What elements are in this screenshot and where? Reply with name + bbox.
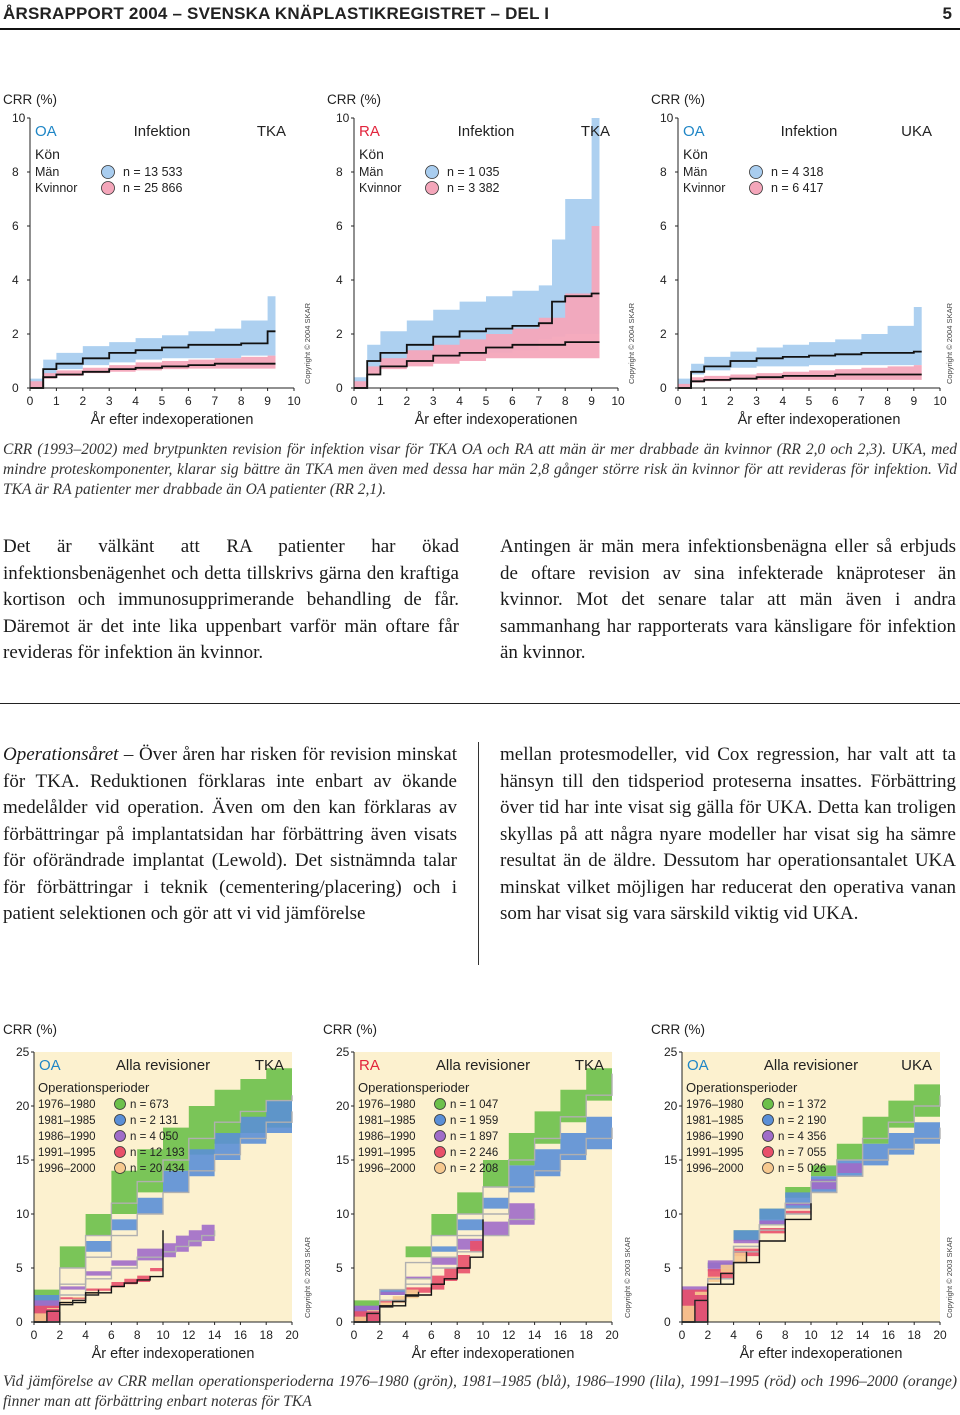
x-tick-label: 14 — [207, 1328, 222, 1342]
paragraph-ra-infection: Det är välkänt att RA patienter har ökad infektionsbenägenhet och detta tillskrivs gärna den kraftiga kortison och immunosupprimerande behandling de får. Däremot är det inte lika uppenbart varför män oftare får revideras för infektion än kvinnor. — [3, 536, 459, 663]
y-tick-label: 15 — [16, 1153, 30, 1167]
x-tick-label: 0 — [350, 394, 358, 408]
legend-swatch — [435, 1163, 446, 1174]
x-tick-label: 0 — [674, 394, 682, 408]
legend-swatch — [763, 1131, 774, 1142]
legend-label: 1981–1985 — [38, 1115, 96, 1127]
legend-label: 1986–1990 — [38, 1131, 96, 1143]
legend-swatch — [426, 182, 439, 195]
legend-swatch — [115, 1131, 126, 1142]
legend-label: 1986–1990 — [358, 1131, 416, 1143]
x-tick-label: 9 — [264, 394, 271, 408]
x-tick-label: 5 — [158, 394, 166, 408]
figure-caption-top: CRR (1993–2002) med brytpunkten revision för infektion visar för TKA OA och RA att män är mer drabbade än kvinnor (RR 2,0 och 2,3). UKA, med mindre proteskomponenter, klarar sig bättre än TKA men även med dessa har män 2,8 gånger större risk än kvinnor för att revideras för infektion. Vid TKA är RA patienter mer drabbade än OA patienter (RR 2,1). — [3, 441, 957, 498]
chart-title: Alla revisioner — [763, 1057, 859, 1074]
legend-title: Kön — [683, 146, 708, 162]
y-tick-label: 4 — [12, 273, 19, 287]
x-tick-label: 8 — [781, 1328, 789, 1342]
copyright-note: Copyright © 2003 SKAR — [945, 1237, 954, 1318]
x-tick-label: 4 — [779, 394, 787, 408]
x-tick-label: 10 — [611, 394, 625, 408]
legend-label: Män — [359, 165, 384, 179]
legend-label: 1981–1985 — [358, 1115, 416, 1127]
legend-title: Operationsperioder — [358, 1080, 470, 1095]
legend-swatch — [435, 1115, 446, 1126]
legend-swatch — [115, 1115, 126, 1126]
diagnosis-label: OA — [39, 1057, 61, 1074]
x-tick-label: 2 — [79, 394, 87, 408]
y-tick-label: 8 — [336, 165, 343, 179]
y-tick-label: 10 — [664, 1207, 678, 1221]
y-tick-label: 20 — [664, 1099, 678, 1113]
chart-top-oa-tka — [0, 88, 318, 428]
chart-title: Infektion — [133, 123, 191, 140]
copyright-note: Copyright © 2003 SKAR — [623, 1237, 632, 1318]
x-tick-label: 7 — [211, 394, 219, 408]
x-tick-label: 6 — [831, 394, 839, 408]
legend-swatch — [102, 182, 115, 195]
legend-label: 1991–1995 — [358, 1147, 416, 1159]
legend-count: n = 7 055 — [778, 1147, 827, 1159]
legend-swatch — [763, 1163, 774, 1174]
chart-title: Infektion — [457, 123, 515, 140]
x-tick-label: 0 — [678, 1328, 686, 1342]
page-header — [0, 0, 960, 30]
chart-title: Alla revisioner — [435, 1057, 531, 1074]
legend-swatch — [750, 182, 763, 195]
paragraph-operation-year — [3, 742, 457, 928]
legend-count: n = 673 — [130, 1099, 169, 1111]
prosthesis-label: UKA — [901, 1057, 932, 1074]
x-tick-label: 2 — [727, 394, 734, 408]
x-tick-label: 7 — [535, 394, 543, 408]
x-tick-label: 9 — [588, 394, 595, 408]
y-tick-label: 0 — [336, 1315, 343, 1329]
section-divider — [0, 703, 960, 704]
legend-count: n = 4 318 — [771, 165, 824, 179]
y-tick-label: 5 — [336, 1261, 343, 1275]
legend-count: n = 2 246 — [450, 1147, 499, 1159]
x-tick-label: 14 — [527, 1328, 542, 1342]
x-tick-label: 8 — [561, 394, 569, 408]
x-tick-label: 2 — [56, 1328, 64, 1342]
legend-label: 1976–1980 — [358, 1099, 416, 1111]
legend-count: n = 1 959 — [450, 1115, 499, 1127]
chart-top-ra-tka — [324, 88, 642, 428]
x-axis-label: År efter indexoperationen — [739, 1346, 903, 1362]
legend-count: n = 1 897 — [450, 1131, 499, 1143]
legend-count: n = 1 035 — [447, 165, 500, 179]
y-tick-label: 0 — [12, 381, 19, 395]
y-tick-label: 25 — [664, 1045, 678, 1059]
x-tick-label: 10 — [156, 1328, 170, 1342]
x-tick-label: 2 — [704, 1328, 712, 1342]
legend-count: n = 1 047 — [450, 1099, 499, 1111]
legend-count: n = 1 372 — [778, 1099, 827, 1111]
x-axis-label: År efter indexoperationen — [90, 412, 254, 428]
legend-title: Kön — [359, 146, 384, 162]
legend-label: 1991–1995 — [38, 1147, 96, 1159]
legend-title: Operationsperioder — [38, 1080, 150, 1095]
y-tick-label: 25 — [16, 1045, 30, 1059]
prosthesis-label: TKA — [256, 123, 286, 140]
x-tick-label: 12 — [182, 1328, 196, 1342]
legend-label: Kvinnor — [359, 181, 402, 195]
x-tick-label: 1 — [700, 394, 708, 408]
x-tick-label: 6 — [509, 394, 516, 408]
y-axis-label: CRR (%) — [651, 92, 705, 107]
x-tick-label: 3 — [753, 394, 760, 408]
y-tick-label: 10 — [12, 111, 26, 125]
page-number: 5 — [942, 4, 952, 23]
x-tick-label: 20 — [605, 1328, 619, 1342]
legend-count: n = 2 208 — [450, 1163, 499, 1175]
legend-swatch — [115, 1147, 126, 1158]
x-axis-label: År efter indexoperationen — [91, 1346, 255, 1362]
prosthesis-label: TKA — [574, 1057, 604, 1074]
y-tick-label: 5 — [664, 1261, 671, 1275]
legend-label: Män — [35, 165, 60, 179]
legend-swatch — [115, 1099, 126, 1110]
legend-swatch — [115, 1163, 126, 1174]
x-axis-label: År efter indexoperationen — [737, 412, 901, 428]
x-tick-label: 4 — [402, 1328, 409, 1342]
chart-bottom-oa-tka — [0, 1018, 318, 1368]
y-tick-label: 0 — [660, 381, 667, 395]
y-axis-label: CRR (%) — [3, 92, 57, 107]
y-tick-label: 4 — [660, 273, 667, 287]
report-title: ÅRSRAPPORT 2004 – SVENSKA KNÄPLASTIKREGISTRET – DEL I — [3, 4, 550, 23]
prosthesis-label: UKA — [901, 123, 932, 140]
legend-swatch — [102, 166, 115, 179]
x-tick-label: 4 — [132, 394, 139, 408]
legend-count: n = 20 434 — [130, 1163, 185, 1175]
x-tick-label: 2 — [376, 1328, 384, 1342]
x-tick-label: 4 — [456, 394, 463, 408]
y-tick-label: 8 — [12, 165, 19, 179]
legend-swatch — [763, 1115, 774, 1126]
x-tick-label: 14 — [855, 1328, 870, 1342]
x-tick-label: 6 — [756, 1328, 763, 1342]
legend-label: Kvinnor — [35, 181, 78, 195]
x-tick-label: 20 — [285, 1328, 299, 1342]
legend-swatch — [435, 1147, 446, 1158]
legend-label: 1976–1980 — [38, 1099, 96, 1111]
y-tick-label: 15 — [336, 1153, 350, 1167]
header-divider — [0, 28, 960, 30]
x-axis-label: År efter indexoperationen — [414, 412, 578, 428]
legend-swatch — [763, 1147, 774, 1158]
x-tick-label: 0 — [30, 1328, 38, 1342]
x-tick-label: 20 — [933, 1328, 947, 1342]
y-tick-label: 4 — [336, 273, 343, 287]
y-tick-label: 10 — [16, 1207, 30, 1221]
legend-count: n = 4 050 — [130, 1131, 179, 1143]
legend-count: n = 25 866 — [123, 181, 183, 195]
legend-swatch — [426, 166, 439, 179]
legend-label: Kvinnor — [683, 181, 726, 195]
x-tick-label: 10 — [287, 394, 301, 408]
y-axis-label: CRR (%) — [651, 1022, 705, 1037]
x-tick-label: 1 — [377, 394, 384, 408]
prosthesis-label: TKA — [254, 1057, 284, 1074]
copyright-note: Copyright © 2004 SKAR — [627, 303, 636, 384]
legend-count: n = 3 382 — [447, 181, 500, 195]
x-tick-label: 5 — [805, 394, 813, 408]
x-tick-label: 16 — [881, 1328, 896, 1342]
y-tick-label: 8 — [660, 165, 667, 179]
legend-swatch — [750, 166, 763, 179]
legend-label: 1996–2000 — [686, 1163, 744, 1175]
x-tick-label: 6 — [185, 394, 192, 408]
x-tick-label: 4 — [730, 1328, 737, 1342]
legend-count: n = 2 190 — [778, 1115, 827, 1127]
x-tick-label: 6 — [428, 1328, 435, 1342]
legend-count: n = 5 026 — [778, 1163, 827, 1175]
x-tick-label: 8 — [237, 394, 245, 408]
y-tick-label: 10 — [336, 1207, 350, 1221]
legend-label: 1996–2000 — [358, 1163, 416, 1175]
y-tick-label: 6 — [660, 219, 667, 233]
paragraph-men-infection: Antingen är män mera infektionsbenägna eller så erbjuds de oftare revision av sina infekterade knäproteser än kvinnor. Mot det senare talar att män även i andra sammanhang har rapporterats vara känsligare för infektion än kvinnor. — [500, 536, 956, 663]
y-tick-label: 20 — [336, 1099, 350, 1113]
y-tick-label: 0 — [664, 1315, 671, 1329]
x-tick-label: 3 — [105, 394, 113, 408]
x-tick-label: 1 — [53, 394, 60, 408]
y-tick-label: 0 — [16, 1315, 23, 1329]
x-tick-label: 7 — [858, 394, 865, 408]
y-tick-label: 0 — [336, 381, 343, 395]
y-axis-label: CRR (%) — [3, 1022, 57, 1037]
legend-label: 1981–1985 — [686, 1115, 744, 1127]
y-tick-label: 6 — [336, 219, 343, 233]
y-tick-label: 20 — [16, 1099, 30, 1113]
x-tick-label: 18 — [259, 1328, 273, 1342]
x-tick-label: 4 — [82, 1328, 89, 1342]
x-tick-label: 5 — [482, 394, 490, 408]
copyright-note: Copyright © 2004 SKAR — [303, 303, 312, 384]
legend-label: Män — [683, 165, 708, 179]
y-axis-label: CRR (%) — [327, 92, 381, 107]
legend-count: n = 13 533 — [123, 165, 183, 179]
x-tick-label: 12 — [830, 1328, 844, 1342]
x-tick-label: 16 — [553, 1328, 568, 1342]
x-tick-label: 6 — [108, 1328, 115, 1342]
y-axis-label: CRR (%) — [323, 1022, 377, 1037]
chart-top-oa-uka — [648, 88, 960, 428]
diagnosis-label: RA — [359, 123, 380, 140]
x-tick-label: 3 — [429, 394, 437, 408]
x-tick-label: 10 — [933, 394, 947, 408]
legend-title: Kön — [35, 146, 60, 162]
x-tick-label: 2 — [403, 394, 411, 408]
y-tick-label: 10 — [336, 111, 350, 125]
legend-count: n = 12 193 — [130, 1147, 185, 1159]
chart-bottom-ra-tka — [320, 1018, 638, 1368]
x-tick-label: 9 — [910, 394, 918, 408]
y-tick-label: 2 — [12, 327, 19, 341]
prosthesis-label: TKA — [580, 123, 610, 140]
y-tick-label: 15 — [664, 1153, 678, 1167]
diagnosis-label: OA — [35, 123, 57, 140]
legend-label: 1991–1995 — [686, 1147, 744, 1159]
legend-swatch — [763, 1099, 774, 1110]
copyright-note: Copyright © 2004 SKAR — [945, 303, 954, 384]
legend-title: Operationsperioder — [686, 1080, 798, 1095]
diagnosis-label: OA — [687, 1057, 709, 1074]
x-tick-label: 18 — [907, 1328, 921, 1342]
chart-title: Alla revisioner — [115, 1057, 211, 1074]
y-tick-label: 25 — [336, 1045, 350, 1059]
legend-label: 1986–1990 — [686, 1131, 744, 1143]
legend-swatch — [435, 1099, 446, 1110]
chart-title: Infektion — [780, 123, 838, 140]
y-tick-label: 10 — [660, 111, 674, 125]
legend-count: n = 2 131 — [130, 1115, 179, 1127]
y-tick-label: 2 — [660, 327, 667, 341]
diagnosis-label: RA — [359, 1057, 380, 1074]
x-tick-label: 0 — [26, 394, 34, 408]
legend-label: 1976–1980 — [686, 1099, 744, 1111]
y-tick-label: 5 — [16, 1261, 23, 1275]
legend-count: n = 6 417 — [771, 181, 824, 195]
x-tick-label: 8 — [133, 1328, 141, 1342]
x-tick-label: 8 — [884, 394, 891, 408]
legend-label: 1996–2000 — [38, 1163, 96, 1175]
x-tick-label: 18 — [579, 1328, 593, 1342]
paragraph-lead: Operationsåret — [3, 744, 119, 765]
column-divider — [478, 742, 479, 965]
legend-swatch — [435, 1131, 446, 1142]
legend-count: n = 4 356 — [778, 1131, 827, 1143]
copyright-note: Copyright © 2003 SKAR — [303, 1237, 312, 1318]
x-tick-label: 0 — [350, 1328, 358, 1342]
x-tick-label: 10 — [804, 1328, 818, 1342]
x-tick-label: 16 — [233, 1328, 248, 1342]
paragraph-body: – Över åren har risken för revision minskat för TKA. Reduktionen förklaras inte enbart av ökande medelålder vid operation. Även om den kan förklaras av förbättringar på implantatsidan har förbättring även visats för oförändrade implantat (Lewold). Det sistnämnda talar för förbättringar i teknik (cementering/placering) och i patient selektionen och gör att vi vid jämförelse — [3, 744, 457, 924]
y-tick-label: 2 — [336, 327, 343, 341]
paragraph-protesmodeller: mellan protesmodeller, vid Cox regression, har valt att ta hänsyn till den tidsperiod proteserna insattes. Förbättring över tid har inte visat sig gälla för UKA. Detta kan troligen skyllas på att några nyare modeller har visat sig ha sämre resultat än de äldre. Dessutom har operationsantalet UKA minskat vilket möjligen har reducerat den operativa vanan som har visat sig vara särskild viktig vid UKA. — [500, 744, 956, 924]
figure-caption-bottom: Vid jämförelse av CRR mellan operationsperioderna 1976–1980 (grön), 1981–1985 (blå), 1986–1990 (lila), 1991–1995 (röd) och 1996–2000 (orange) finner man att förbättring enbart noteras för TKA — [3, 1373, 957, 1410]
chart-bottom-oa-uka — [648, 1018, 960, 1368]
diagnosis-label: OA — [683, 123, 705, 140]
x-tick-label: 12 — [502, 1328, 516, 1342]
y-tick-label: 6 — [12, 219, 19, 233]
x-tick-label: 8 — [453, 1328, 461, 1342]
x-axis-label: År efter indexoperationen — [411, 1346, 575, 1362]
x-tick-label: 10 — [476, 1328, 490, 1342]
